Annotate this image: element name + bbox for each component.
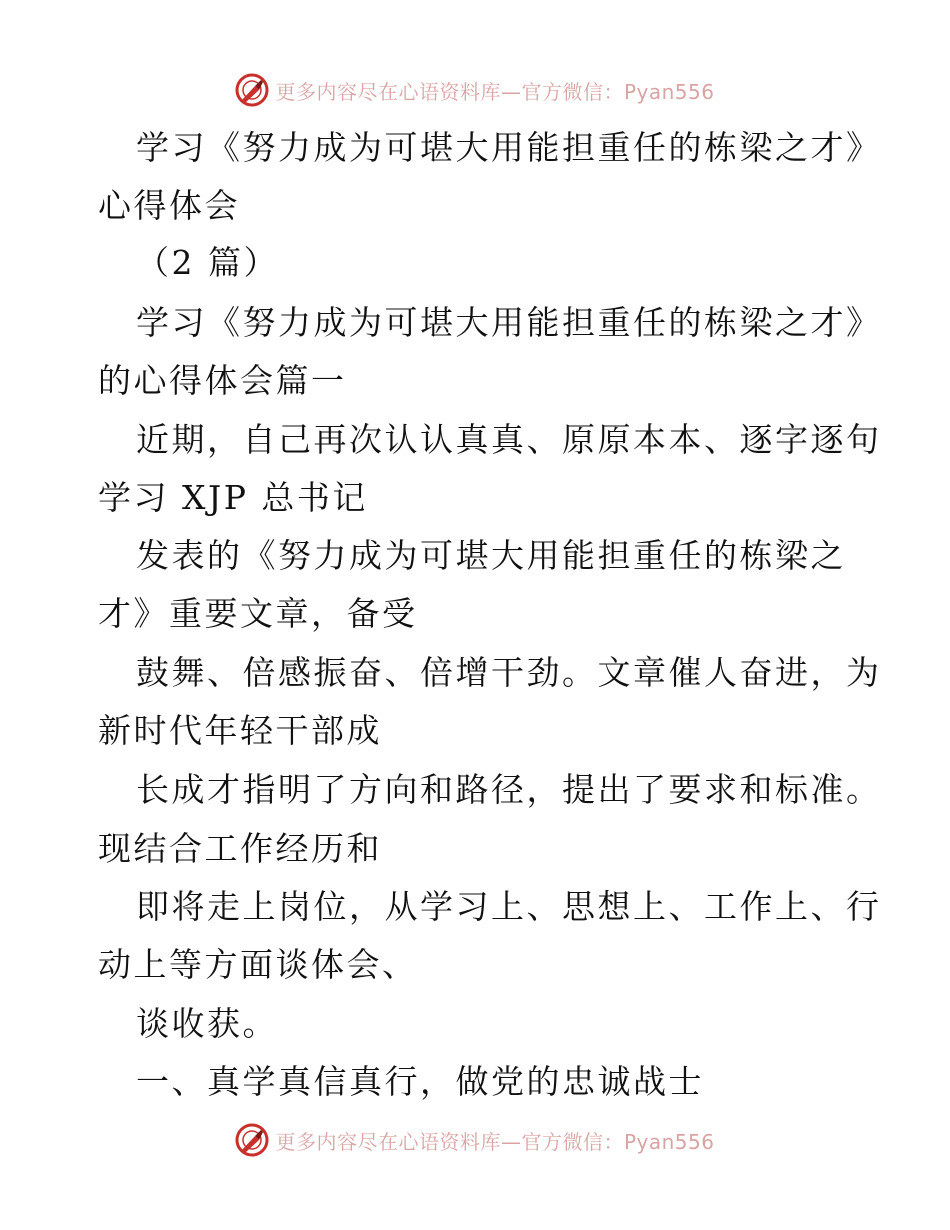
watermark-footer — [0, 1122, 950, 1158]
doc-subtitle-line-2: 的心得体会篇一 — [98, 361, 347, 400]
doc-body-line: 才》重要文章，备受 — [98, 594, 418, 633]
doc-body-line: 谈收获。 — [136, 1004, 278, 1043]
pen-logo-icon — [235, 1123, 269, 1157]
doc-subtitle-line-1: 学习《努力成为可堪大用能担重任的栋梁之才》 — [136, 303, 882, 342]
doc-body-line: 现结合工作经历和 — [98, 829, 382, 868]
watermark-text: 更多内容尽在心语资料库—官方微信：Pyan556 — [275, 1129, 715, 1154]
doc-body-line: 近期，自己再次认认真真、原原本本、逐字逐句 — [136, 420, 882, 459]
doc-body-line: 发表的《努力成为可堪大用能担重任的栋梁之 — [136, 536, 846, 575]
doc-title-line-2: 心得体会 — [98, 186, 240, 225]
doc-count-line: （2 篇） — [136, 243, 279, 282]
doc-body-line: 长成才指明了方向和路径，提出了要求和标准。 — [136, 770, 882, 809]
doc-body-line: 新时代年轻干部成 — [98, 711, 382, 750]
doc-section-heading: 一、真学真信真行，做党的忠诚战士 — [136, 1062, 704, 1101]
doc-body-line: 即将走上岗位，从学习上、思想上、工作上、行 — [136, 887, 882, 926]
doc-body-line: 学习 XJP 总书记 — [98, 478, 368, 517]
doc-title-line-1: 学习《努力成为可堪大用能担重任的栋梁之才》 — [136, 128, 882, 167]
watermark-text: 更多内容尽在心语资料库—官方微信：Pyan556 — [275, 79, 715, 104]
doc-body-line: 鼓舞、倍感振奋、倍增干劲。文章催人奋进，为 — [136, 653, 882, 692]
doc-body-line: 动上等方面谈体会、 — [98, 945, 418, 984]
